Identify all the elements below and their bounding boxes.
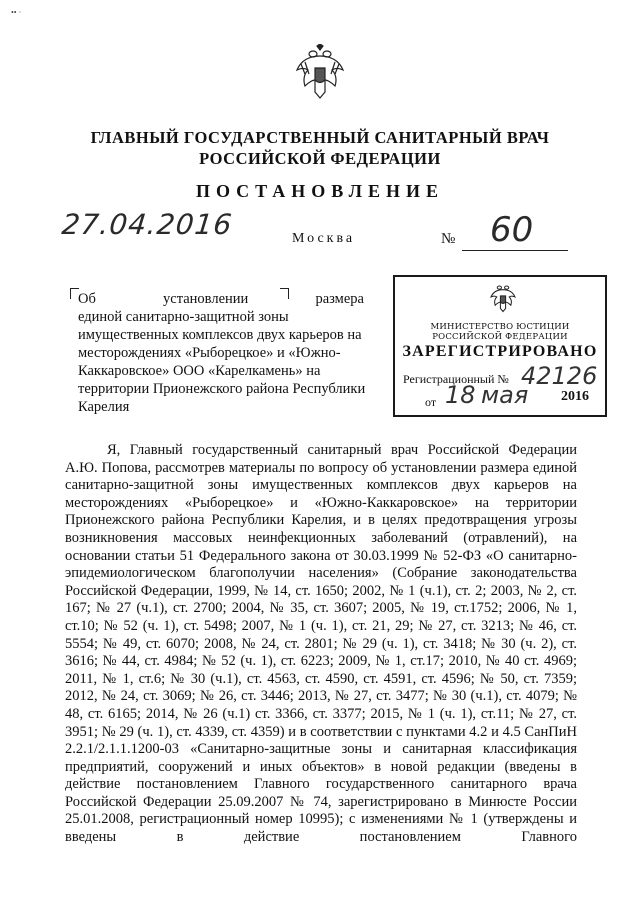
- body-paragraph: Я, Главный государственный санитарный врач Российской Федерации А.Ю. Попова, рассмотрев материалы по вопросу об установлении размера единой санитарно-защитной зоны имущественных комплексов двух карьеров на месторождениях «Рыборецкое» и «Южно-Каккаровское» на территории Прионежского района Республики Карелия, и в целях предотвращения угрозы возникновения массовых неинфекционных заболеваний (отравлений), на основании статьи 51 Федерального закона от 30.03.1999 № 52-ФЗ «О санитарно-эпидемиологическом благополучии населения» (Собрание законодательства Российской Федерации, 1999, № 14, ст. 1650; 2002, № 1 (ч.1), ст. 2; 2003, № 2, ст. 167; № 27 (ч.1), ст. 2700; 2004, № 35, ст. 3607; 2005, № 19, ст.1752; 2006, № 1, ст.10; № 52 (ч. 1), ст. 5498; 2007, № 1 (ч. 1), ст. 21, 29; № 27, ст. 3213; № 46, ст. 5554; № 49, ст. 6070; 2008, № 24, ст. 2801; № 29 (ч. 1), ст. 3418; № 30 (ч. 2), ст. 3616; № 44, ст. 4984; № 52 (ч. 1), ст. 6223; 2009, № 1, ст.17; 2010, № 40 ст. 4969; 2011, № 1, ст.6; № 30 (ч.1), ст. 4563, ст. 4590, ст. 4591, ст. 4596; № 50, ст. 7359; 2012, № 24, ст. 3069; № 26, ст. 3446; 2013, № 27, ст. 3477; № 30 (ч.1), ст. 4079; № 48, ст. 6165; 2014, № 26 (ч.1) ст. 3366, ст. 3377; 2015, № 1 (ч. 1), ст.11; № 27, ст. 3951; № 29 (ч. 1), ст. 4339, ст. 4359) и в соответствии с пунктами 4.2 и 4.5 СанПиН 2.2.1/2.1.1.1200-03 «Санитарно-защитные зоны и санитарная классификация предприятий, сооружений и иных объектов» в новой редакции (введены в действие постановлением Главного государственного санитарного врача Российской Федерации 25.09.2007 № 74, зарегистрировано в Минюсте России 25.01.2008, регистрационный номер 10995); с изменениями № 1 (утверждены и введены в действие постановлением Главного: [65, 442, 577, 846]
- authority-subtitle: РОССИЙСКОЙ ФЕДЕРАЦИИ: [199, 149, 441, 168]
- stamp-registered: ЗАРЕГИСТРИРОВАНО: [402, 343, 598, 360]
- stamp-ministry: МИНИСТЕРСТВО ЮСТИЦИИ РОССИЙСКОЙ ФЕДЕРАЦИИ: [430, 322, 570, 342]
- registration-stamp: [393, 275, 607, 417]
- handwritten-date: 27.04.2016: [60, 208, 235, 241]
- subject-word: Об: [78, 291, 96, 307]
- document-subject: [78, 290, 378, 416]
- stamp-reg-label: Регистрационный №: [403, 372, 509, 386]
- authority-title: ГЛАВНЫЙ ГОСУДАРСТВЕННЫЙ САНИТАРНЫЙ ВРАЧ: [90, 128, 550, 147]
- corner-mark: •• ·: [11, 8, 22, 17]
- subject-word: размера: [315, 291, 364, 307]
- subject-first-line: [78, 290, 378, 308]
- stamp-coat-of-arms-icon: [490, 283, 516, 313]
- stamp-month: мая: [481, 381, 529, 409]
- coat-of-arms-icon: [295, 44, 345, 100]
- stamp-year: 2016: [561, 389, 589, 404]
- subject-text: единой санитарно-защитной зоны имущественных комплексов двух карьеров на месторождениях «Рыборецкое» и «Южно-Каккаровское» ООО «Карелкамень» на территории Прионежского района Республики Карелия: [78, 309, 366, 415]
- stamp-day: 18: [445, 381, 476, 409]
- number-underline: [462, 250, 568, 251]
- document-body: [65, 442, 577, 847]
- stamp-reg-number: 42126: [521, 362, 598, 390]
- handwritten-number: 60: [490, 210, 534, 250]
- stamp-from-label: от: [425, 395, 437, 409]
- document-type: ПОСТАНОВЛЕНИЕ: [195, 181, 445, 201]
- city: Москва: [292, 231, 356, 246]
- subject-word: установлении: [163, 291, 249, 307]
- number-label: №: [441, 231, 456, 247]
